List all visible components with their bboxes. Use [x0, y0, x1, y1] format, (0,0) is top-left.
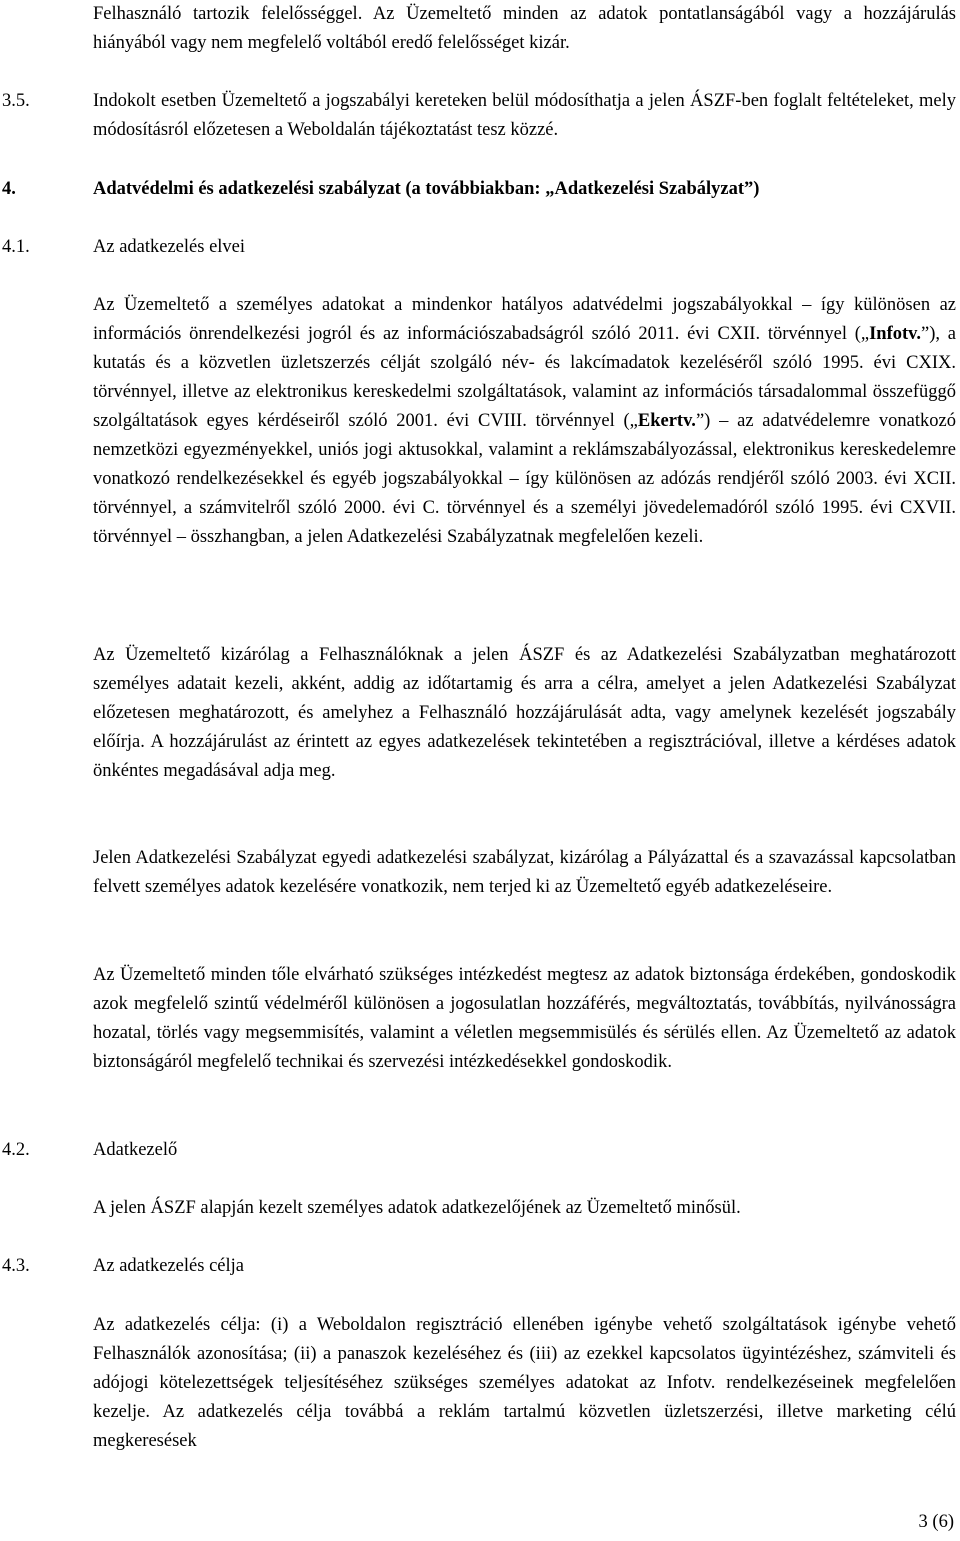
section-4-1-paragraph-4: Az Üzemeltető minden tőle elvárható szükséges intézkedést megtesz az adatok biztonsága érdekében, gondoskodik azok megfelelő szintű védelméről különösen a jogosulatlan hozzáférés, megváltoztatás, továbbítás, nyilvánosságra hozatal, törlés vagy megsemmisítés, valamint a véletlen megsemmisülés és sérülés ellen. Az Üzemeltető az adatok biztonságáról megfelelő technikai és szervezési intézkedésekkel gondoskodik. — [93, 965, 956, 1072]
section-4-3-title: Az adatkezelés célja — [93, 1256, 244, 1276]
section-4-1-paragraph-2: Az Üzemeltető kizárólag a Felhasználóknak a jelen ÁSZF és az Adatkezelési Szabályzatban meghatározott személyes adatait kezeli, akként, addig az időtartamig és arra a célra, amelyet a jelen Adatkezelési Szabályzat előzetesen meghatározott, és amelyhez a Felhasználó hozzájárulását adta, vagy amelynek kezelését jogszabály előírja. A hozzájárulást az érintett az egyes adatkezelések tekintetében a regisztrációval, illetve a kérdéses adatok önkéntes megadásával adja meg. — [93, 645, 956, 781]
section-4-2-number: 4.2. — [2, 1140, 30, 1160]
abbrev-infotv: Infotv. — [869, 324, 922, 344]
paragraph-text: ”), a kutatás és a közvetlen üzletszerzés célját szolgáló név- és lakcímadatok kezeléséről szóló 1995. évi CXIX. törvénnyel, illetve az elektronikus kereskedelmi szolgáltatások, valamint az információs társadalommal összefüggő szolgáltatások egyes kérdéseiről szóló 2001. évi CVIII. törvénnyel („ — [93, 324, 956, 431]
section-3-5-text: Indokolt esetben Üzemeltető a jogszabályi kereteken belül módosíthatja a jelen ÁSZF-ben foglalt feltételeket, mely módosításról előzetesen a Weboldalán tájékoztatást tesz közzé. — [93, 91, 956, 140]
continuation-paragraph: Felhasználó tartozik felelősséggel. Az Üzemeltető minden az adatok pontatlanságából vagy a hozzájárulás hiányából vagy nem megfelelő voltából eredő felelősséget kizár. — [93, 4, 956, 53]
section-4-1-title: Az adatkezelés elvei — [93, 237, 246, 257]
abbrev-ekertv: Ekertv. — [637, 411, 696, 431]
section-3-5-number: 3.5. — [2, 91, 30, 111]
section-4-title: Adatvédelmi és adatkezelési szabályzat (a továbbiakban: „Adatkezelési Szabályzat”) — [93, 179, 760, 199]
section-4-2-title: Adatkezelő — [93, 1140, 178, 1160]
section-4-1-paragraph-3: Jelen Adatkezelési Szabályzat egyedi adatkezelési szabályzat, kizárólag a Pályázattal és a szavazással kapcsolatban felvett személyes adatok kezelésére vonatkozik, nem terjed ki az Üzemeltető egyéb adatkezeléseire. — [93, 848, 956, 897]
paragraph-text: ”) ‒ az adatvédelemre vonatkozó nemzetközi egyezményekkel, uniós jogi aktusokkal, valamint a reklámszabályozással, elektronikus kereskedelemre vonatkozó rendelkezésekkel és egyéb jogszabályokkal ‒ így különösen az adózás rendjéről szóló 2003. évi XCII. törvénnyel, a számvitelről szóló 2000. évi C. törvénnyel és a személyi jövedelemadóról szóló 1995. évi CXVII. törvénnyel ‒ összhangban, a jelen Adatkezelési Szabályzatnak megfelelően kezeli. — [93, 411, 956, 547]
section-4-3-paragraph: Az adatkezelés célja: (i) a Weboldalon regisztráció ellenében igénybe vehető szolgáltatások igénybe vehető Felhasználók azonosítása; (ii) a panaszok kezeléséhez és (iii) az ezekkel kapcsolatos ügyintézéshez, számviteli és adójogi kötelezettségek teljesítéséhez szükséges személyes adatokat az Infotv. rendelkezéseinek megfelelően kezelje. Az adatkezelés célja továbbá a reklám tartalmú közvetlen üzletszerzési, illetve marketing célú megkeresések — [93, 1315, 956, 1451]
section-4-3-number: 4.3. — [2, 1256, 30, 1276]
section-4-1-paragraph-1 — [93, 291, 956, 552]
paragraph-text: Az Üzemeltető a személyes adatokat a mindenkor hatályos adatvédelmi jogszabályokkal ‒ így különösen az információs önrendelkezési jogról és az információszabadságról szóló 2011. évi CXII. törvénnyel („ — [93, 295, 956, 344]
section-4-number: 4. — [2, 179, 16, 199]
page-number: 3 (6) — [918, 1512, 954, 1532]
section-4-2-paragraph: A jelen ÁSZF alapján kezelt személyes adatok adatkezelőjének az Üzemeltető minősül. — [93, 1198, 741, 1218]
section-4-1-number: 4.1. — [2, 237, 30, 257]
